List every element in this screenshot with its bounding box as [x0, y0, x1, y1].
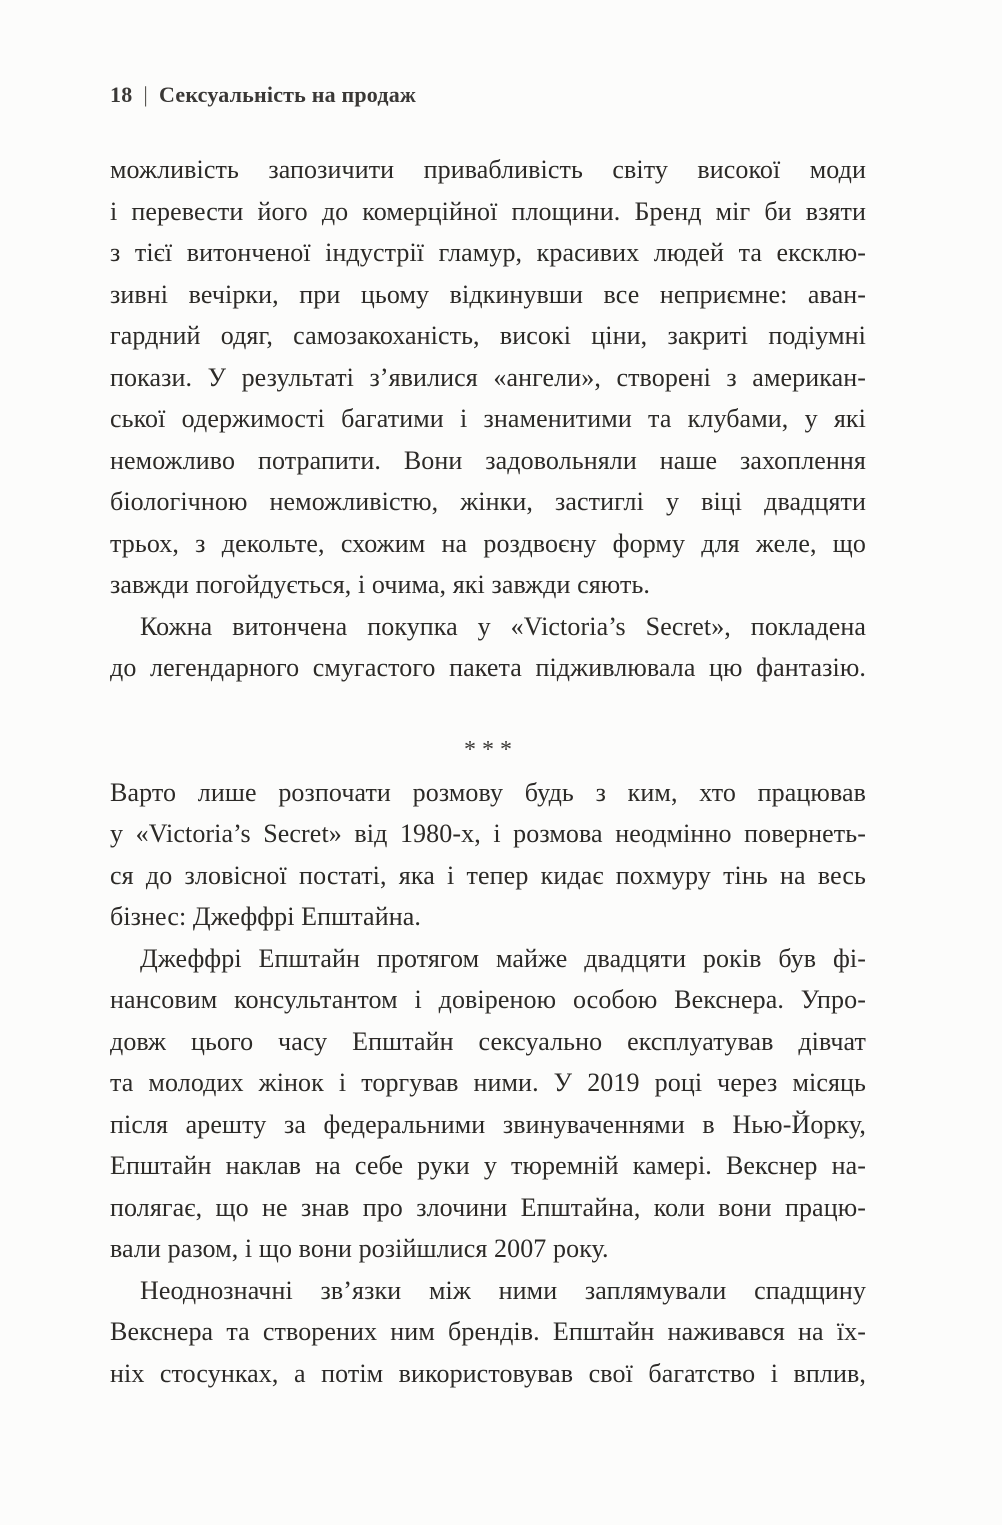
text-line: зивні вечірки, при цьому відкинувши все неприємне: аван-	[110, 279, 866, 309]
text-line: Варто лише розпочати розмову будь з ким, хто працював	[110, 777, 866, 807]
text-line: у «Victoria’s Secret» від 1980-х, і розмова неодмінно повернеть-	[110, 819, 866, 848]
asterisk-separator: ***	[464, 737, 518, 763]
text-line: після арешту за федеральними звинуваченнями в Нью-Йорку,	[110, 1109, 866, 1139]
text-line: ської одержимості багатими і знаменитими та клубами, у які	[110, 404, 866, 433]
chapter-title: Сексуальність на продаж	[159, 82, 417, 107]
text-line: Векснера та створених ним брендів. Епштайн наживався на їх-	[110, 1317, 866, 1346]
text-line: можливість запозичити привабливість світу високої моди	[110, 155, 866, 184]
paragraph	[110, 1270, 866, 1395]
text-line: до легендарного смугастого пакета підживлювала цю фантазію.	[110, 653, 866, 682]
text-line: полягає, що не знав про злочини Епштайна, коли вони працю-	[110, 1192, 866, 1222]
text-line: покази. У результаті з’явилися «ангели», створені з американ-	[110, 362, 866, 392]
section-separator	[110, 689, 866, 772]
text-line: нансовим консультантом і довіреною особою Векснера. Упро-	[110, 985, 866, 1014]
page-number: 18	[110, 82, 133, 107]
text-line: неможливо потрапити. Вони задовольняли наше захоплення	[110, 445, 866, 475]
text-line: Джеффрі Епштайн протягом майже двадцяти років був фі-	[140, 943, 866, 973]
text-line: Епштайн наклав на себе руки у тюремній камері. Векснер на-	[110, 1151, 866, 1180]
header-divider: |	[143, 82, 149, 107]
text-line: гардний одяг, самозакоханість, високі ціни, закриті подіумні	[110, 321, 866, 350]
text-line: та молодих жінок і торгував ними. У 2019 році через місяць	[110, 1068, 866, 1097]
text-line: ся до зловісної постаті, яка і тепер кидає похмуру тінь на весь	[110, 860, 866, 890]
text-line: з тієї витонченої індустрії гламур, красивих людей та ексклю-	[110, 238, 866, 267]
text-line: довж цього часу Епштайн сексуально експлуатував дівчат	[110, 1026, 866, 1056]
paragraph	[110, 938, 866, 1270]
running-header	[110, 82, 416, 108]
text-line: Неоднозначні зв’язки між ними заплямували спадщину	[140, 1275, 866, 1305]
text-line: завжди погойдується, і очима, які завжди сяють.	[110, 570, 651, 599]
text-line: вали разом, і що вони розійшлися 2007 року.	[110, 1234, 609, 1263]
paragraph	[110, 606, 866, 689]
text-line: Кожна витончена покупка у «Victoria’s Secret», покладена	[140, 611, 866, 641]
text-line: трьох, з декольте, схожим на роздвоєну форму для желе, що	[110, 528, 866, 558]
text-line: біологічною неможливістю, жінки, застиглі у віці двадцяти	[110, 487, 866, 516]
paragraph	[110, 772, 866, 938]
text-line: ніх стосунках, а потім використовував свої багатство і вплив,	[110, 1358, 866, 1388]
page-body	[110, 149, 866, 1394]
paragraph	[110, 149, 866, 606]
text-line: і перевести його до комерційної площини. Бренд міг би взяти	[110, 196, 866, 226]
text-line: бізнес: Джеффрі Епштайна.	[110, 902, 421, 931]
